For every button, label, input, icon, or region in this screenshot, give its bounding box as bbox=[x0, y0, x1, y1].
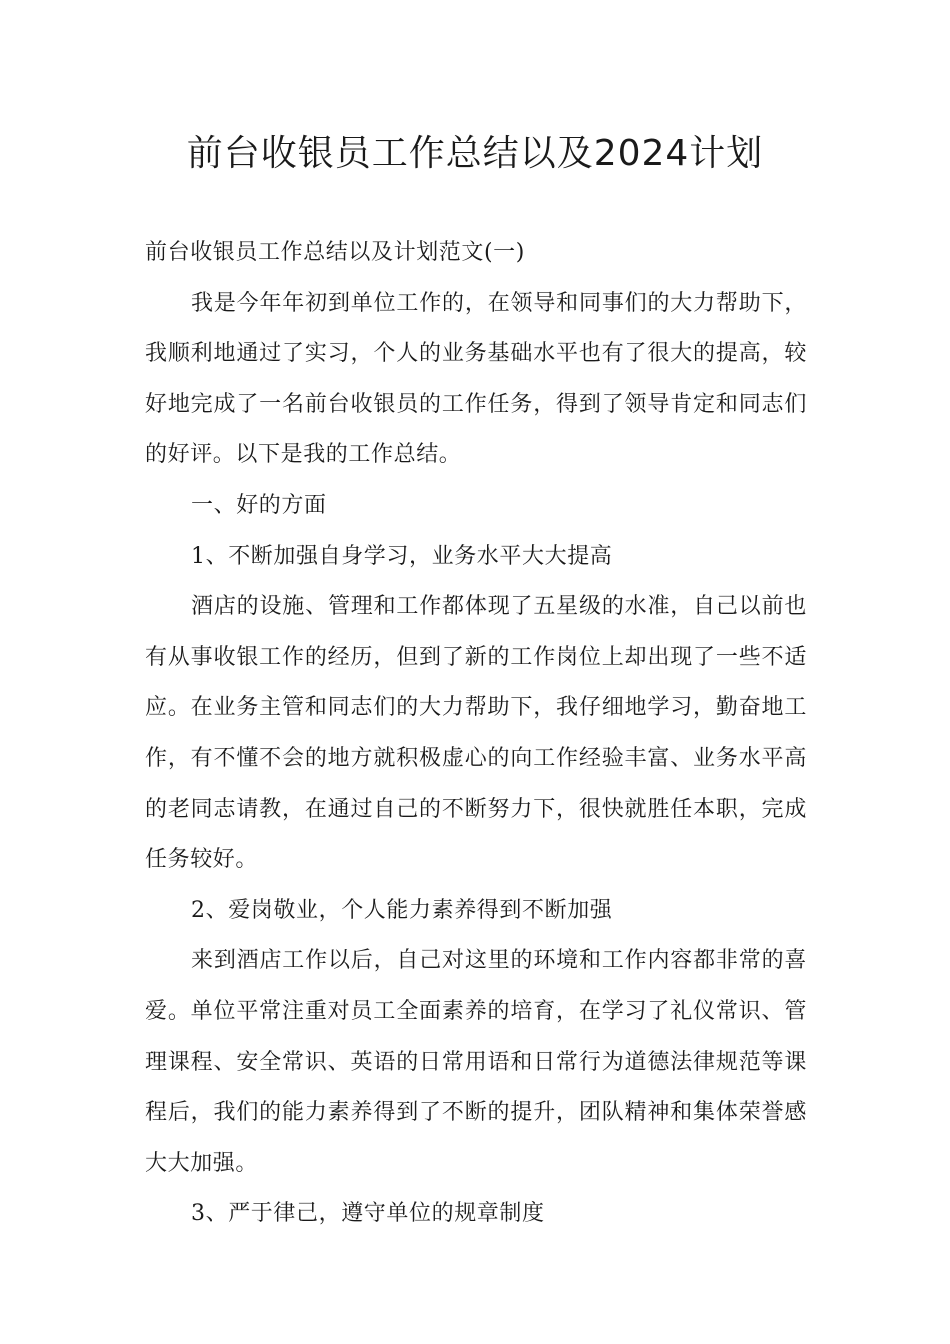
paragraph-1: 酒店的设施、管理和工作都体现了五星级的水准，自己以前也有从事收银工作的经历，但到了新的工作岗位上却出现了一些不适应。在业务主管和同志们的大力帮助下，我仔细地学习，勤奋地工作，有不懂不会的地方就积极虚心的向工作经验丰富、业务水平高的老同志请教，在通过自己的不断努力下，很快就胜任本职，完成任务较好。 bbox=[145, 594, 807, 873]
paragraph-intro: 我是今年年初到单位工作的，在领导和同事们的大力帮助下，我顺利地通过了实习，个人的业务基础水平也有了很大的提高，较好地完成了一名前台收银员的工作任务，得到了领导肯定和同志们的好评。以下是我的工作总结。 bbox=[145, 290, 807, 468]
heading-good-aspects: 一、好的方面 bbox=[191, 492, 327, 518]
subheading-1: 1、不断加强自身学习，业务水平大大提高 bbox=[191, 543, 613, 569]
subheading-3: 3、严于律己，遵守单位的规章制度 bbox=[191, 1201, 545, 1227]
document-body bbox=[145, 228, 807, 1240]
paragraph-2: 来到酒店工作以后，自己对这里的环境和工作内容都非常的喜爱。单位平常注重对员工全面素养的培育，在学习了礼仪常识、管理课程、安全常识、英语的日常用语和日常行为道德法律规范等课程后，我们的能力素养得到了不断的提升，团队精神和集体荣誉感大大加强。 bbox=[145, 948, 807, 1176]
subheading-2: 2、爱岗敬业，个人能力素养得到不断加强 bbox=[191, 897, 613, 923]
document-title: 前台收银员工作总结以及2024计划 bbox=[186, 133, 764, 174]
section-heading: 前台收银员工作总结以及计划范文(一) bbox=[145, 240, 525, 265]
